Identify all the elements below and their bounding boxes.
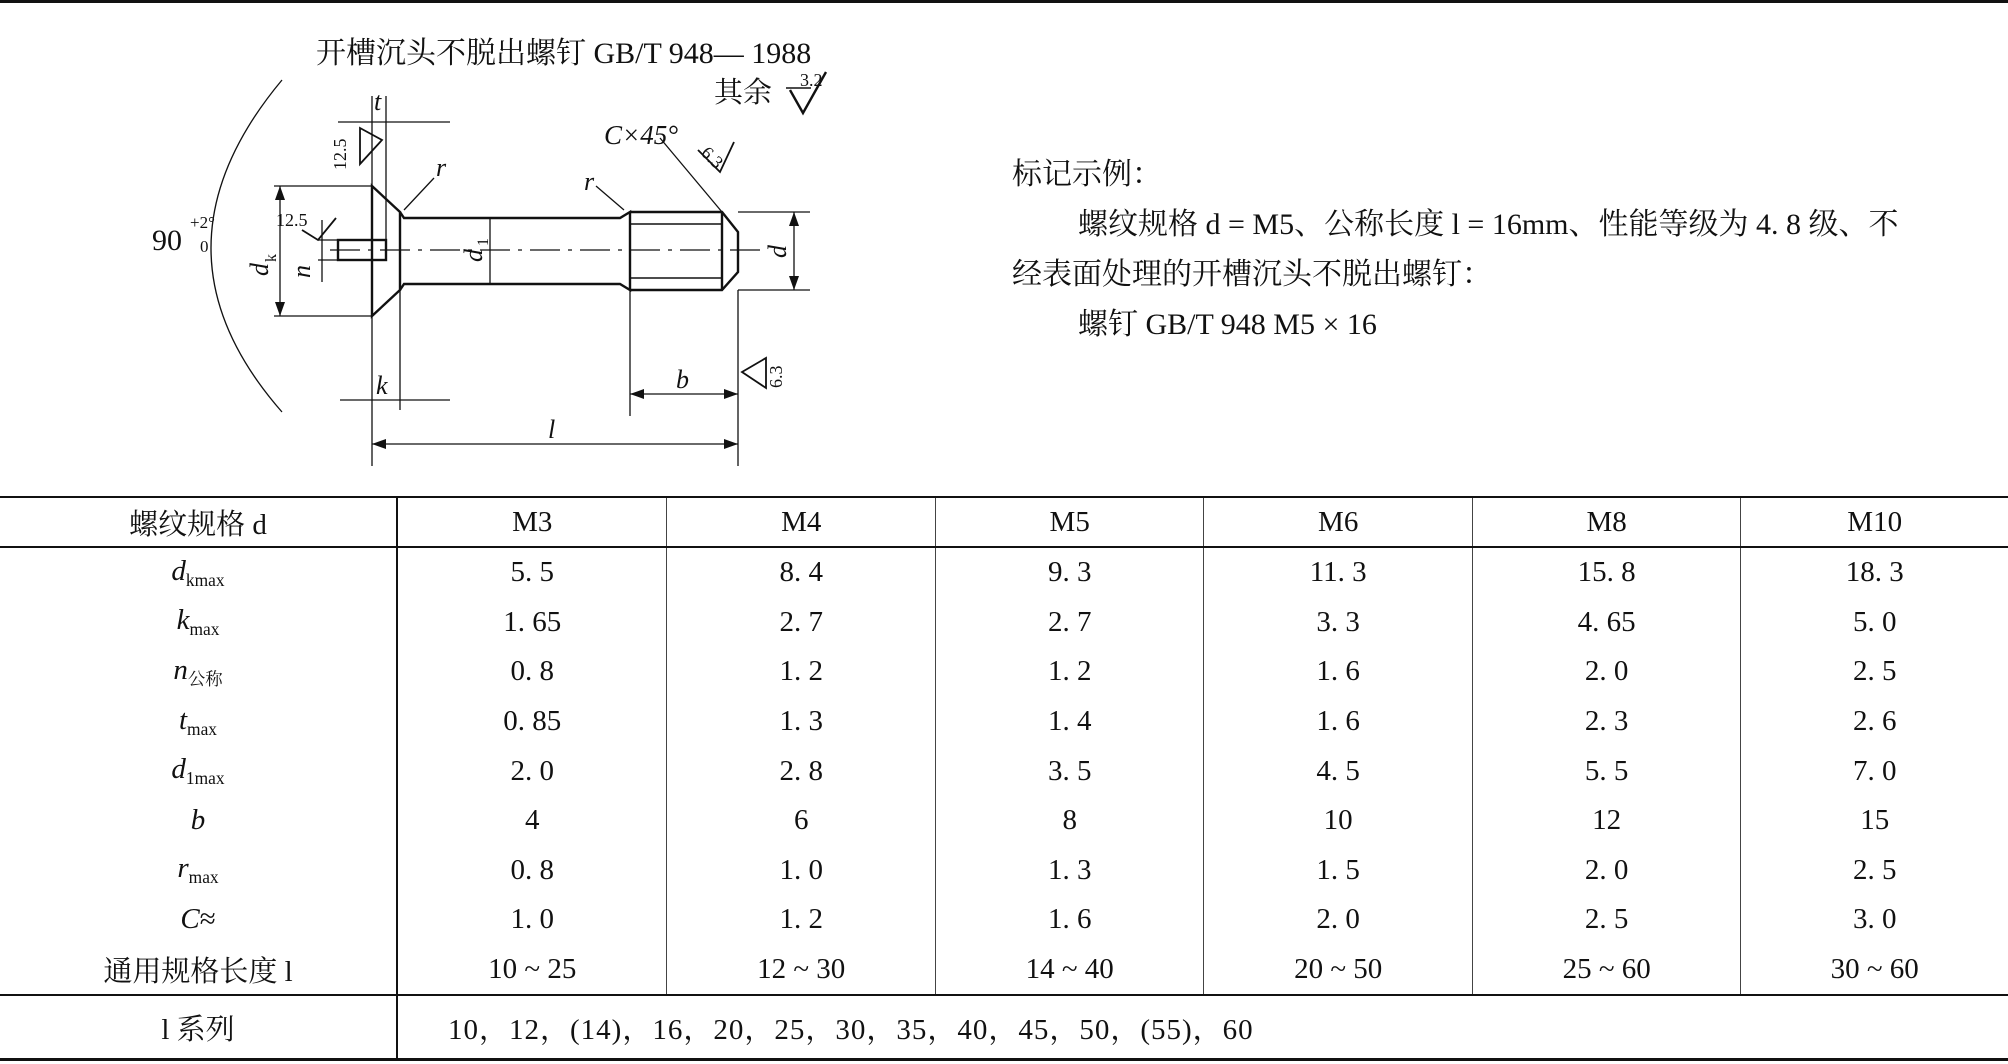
table-row	[0, 598, 2008, 648]
table-cell: 18. 3	[1845, 556, 1904, 589]
chamfer-label: C×45°	[604, 120, 679, 150]
dim-k-label: k	[376, 371, 388, 400]
table-cell: 2. 3	[1472, 697, 1740, 747]
table-cell: 25 ~ 60	[1472, 945, 1740, 996]
table-cell: 1. 3	[935, 846, 1203, 896]
row-parameter-label	[0, 746, 397, 796]
param-symbol: d	[171, 554, 186, 587]
dim-d1-sub: 1	[475, 238, 492, 246]
row-parameter-label	[0, 697, 397, 747]
roughness-chamfer-value: 6.3	[697, 142, 728, 173]
row-parameter-label	[0, 796, 397, 846]
table-cell: 1. 0	[667, 846, 935, 896]
table-cell: 2. 6	[1852, 705, 1897, 738]
row-parameter-label	[0, 547, 397, 598]
marking-heading: 标记示例：	[1012, 158, 1162, 191]
table-row	[0, 895, 2008, 945]
table-cell: 2. 5	[1472, 895, 1740, 945]
table-cell: 7. 0	[1852, 754, 1897, 787]
header-size: M6	[1204, 497, 1472, 547]
table-cell: 10 ~ 25	[397, 945, 667, 996]
param-subscript: 1max	[185, 768, 225, 789]
table-cell: 1. 2	[667, 647, 935, 697]
table-cell: 1. 0	[397, 895, 667, 945]
header-size: M10	[1741, 497, 2008, 547]
table-cell: 1. 3	[667, 697, 935, 747]
row-parameter-label	[0, 846, 397, 896]
table-cell: 12 ~ 30	[667, 945, 935, 996]
dim-dk-label: d	[245, 263, 274, 276]
header-thread-size-label: 螺纹规格 d	[0, 497, 397, 547]
table-row	[0, 547, 2008, 598]
table-body	[0, 547, 2008, 995]
table-cell: 3. 3	[1204, 598, 1472, 648]
table-cell: 10	[1204, 796, 1472, 846]
roughness-slot-value: 12.5	[276, 210, 308, 230]
param-subscript: ≈	[199, 903, 216, 936]
table-row	[0, 796, 2008, 846]
angle-tolerance-lower: 0	[200, 237, 209, 256]
roughness-remaining-label: 其余	[714, 77, 773, 109]
table-cell: 14 ~ 40	[935, 945, 1203, 996]
table-cell: 6	[667, 796, 935, 846]
row-parameter-label	[0, 895, 397, 945]
table-cell: 2. 8	[667, 746, 935, 796]
table-cell: 0. 8	[397, 846, 667, 896]
param-symbol: d	[171, 753, 186, 786]
series-label: l 系列	[0, 995, 397, 1060]
param-symbol: n	[173, 653, 188, 686]
table-cell: 2. 0	[1204, 895, 1472, 945]
param-symbol: r	[177, 852, 189, 885]
dim-n-label: n	[287, 265, 316, 278]
table-cell: 30 ~ 60	[1741, 945, 2008, 996]
table-cell: 4. 5	[1204, 746, 1472, 796]
row-parameter-label	[0, 945, 397, 996]
table-cell: 1. 6	[1204, 697, 1472, 747]
marking-example-code: 螺钉 GB/T 948 M5 × 16	[1078, 308, 1377, 341]
marking-desc-line2: 经表面处理的开槽沉头不脱出螺钉：	[1012, 258, 1492, 291]
table-series-row	[0, 995, 2008, 1060]
drawing-title: 开槽沉头不脱出螺钉 GB/T 948— 1988	[316, 37, 812, 70]
table-cell: 1. 5	[1204, 846, 1472, 896]
param-symbol: 通用规格长度 l	[103, 956, 293, 989]
table-row	[0, 746, 2008, 796]
table-cell: 20 ~ 50	[1204, 945, 1472, 996]
table-cell: 8. 4	[667, 547, 935, 598]
dim-l-label: l	[548, 415, 556, 444]
angle-tolerance-upper: +2°	[190, 213, 215, 232]
table-cell: 2. 5	[1852, 853, 1897, 886]
table-cell: 2. 7	[935, 598, 1203, 648]
table-cell: 1. 4	[935, 697, 1203, 747]
param-symbol: C	[180, 903, 200, 936]
dim-b-label: b	[676, 365, 689, 394]
table-cell: 0. 85	[397, 697, 667, 747]
param-subscript: kmax	[185, 569, 225, 590]
param-symbol: k	[176, 604, 190, 637]
param-subscript: max	[187, 718, 217, 739]
row-parameter-label	[0, 647, 397, 697]
table-cell: 2. 7	[667, 598, 935, 648]
table-cell: 5. 0	[1852, 605, 1897, 638]
dim-d1-label: d	[459, 249, 488, 262]
marking-desc-line1: 螺纹规格 d = M5、公称长度 l = 16mm、性能等级为 4. 8 级、不	[1078, 208, 1899, 241]
table-header-row	[0, 497, 2008, 547]
dim-d-label: d	[763, 245, 792, 258]
table-row	[0, 647, 2008, 697]
dim-r-head-label: r	[436, 153, 447, 182]
table-cell: 1. 2	[667, 895, 935, 945]
table-cell: 15	[1860, 804, 1890, 837]
specification-table	[0, 496, 2008, 1061]
angle-value: 90	[152, 224, 182, 257]
header-size: M5	[935, 497, 1203, 547]
table-cell: 1. 6	[1204, 647, 1472, 697]
table-cell: 2. 0	[1472, 647, 1740, 697]
param-subscript: 公称	[187, 669, 223, 690]
param-subscript: max	[189, 619, 220, 640]
param-symbol: b	[190, 804, 206, 837]
table-cell: 1. 65	[397, 598, 667, 648]
marking-example	[1012, 150, 2002, 350]
series-values: 10，12，(14)，16，20，25，30，35，40，45，50，(55)，60	[397, 995, 2008, 1060]
table-cell: 2. 0	[397, 746, 667, 796]
dim-t-label: t	[374, 87, 382, 116]
table-cell: 2. 0	[1472, 846, 1740, 896]
table-cell: 1. 6	[935, 895, 1203, 945]
screw-shank-outline	[400, 212, 630, 290]
table-cell: 3. 0	[1852, 903, 1897, 936]
roughness-symbol-head	[360, 128, 382, 164]
header-size: M4	[667, 497, 935, 547]
table-cell: 4	[397, 796, 667, 846]
table-cell: 15. 8	[1472, 547, 1740, 598]
param-subscript: max	[188, 867, 219, 888]
table-cell: 11. 3	[1204, 547, 1472, 598]
roughness-head-value: 12.5	[330, 138, 350, 170]
table-row	[0, 697, 2008, 747]
table-cell: 1. 2	[935, 647, 1203, 697]
table-cell: 4. 65	[1472, 598, 1740, 648]
dim-dk-sub: k	[263, 254, 280, 262]
table-cell: 0. 8	[397, 647, 667, 697]
param-symbol: t	[178, 703, 188, 736]
table-cell: 5. 5	[1472, 746, 1740, 796]
header-size: M3	[397, 497, 667, 547]
header-size: M8	[1472, 497, 1740, 547]
roughness-symbol-thread-end	[742, 358, 766, 388]
roughness-remaining-value: 3.2	[800, 70, 823, 90]
roughness-thread-end-value: 6.3	[766, 365, 786, 388]
table-cell: 3. 5	[935, 746, 1203, 796]
dim-r-neck-label: r	[584, 167, 595, 196]
table-row	[0, 945, 2008, 996]
screw-technical-drawing	[0, 0, 1000, 480]
table-cell: 5. 5	[397, 547, 667, 598]
row-parameter-label	[0, 598, 397, 648]
table-cell: 12	[1472, 796, 1740, 846]
table-cell: 9. 3	[935, 547, 1203, 598]
table-cell: 2. 5	[1852, 655, 1897, 688]
angle-arc	[211, 80, 282, 412]
table-cell: 8	[935, 796, 1203, 846]
table-row	[0, 846, 2008, 896]
